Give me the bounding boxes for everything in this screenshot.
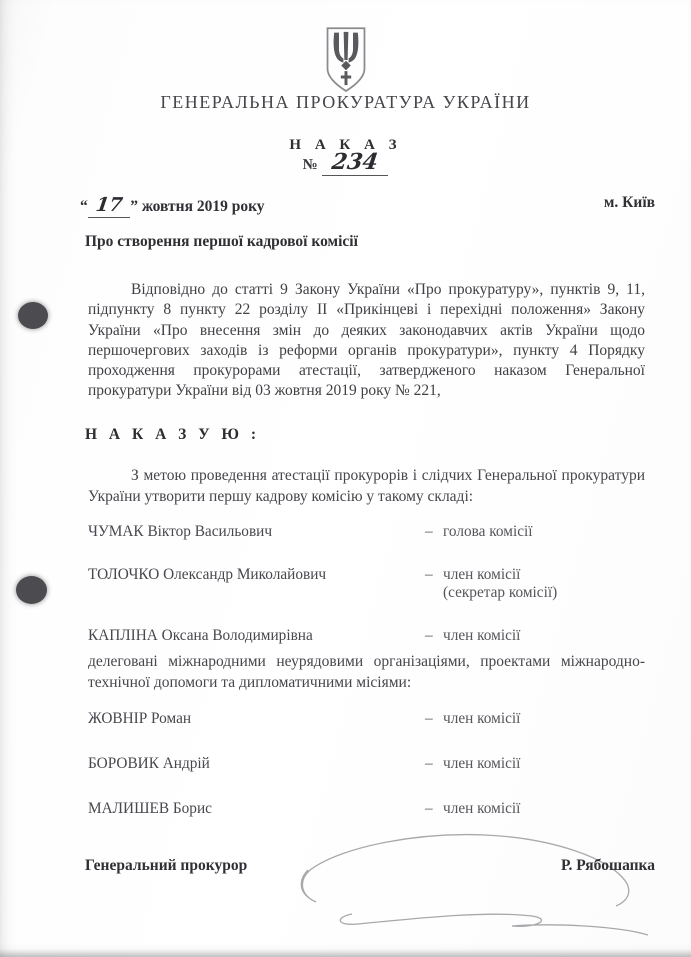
dash: –: [425, 523, 433, 540]
member-role: член комісії: [443, 755, 521, 772]
punch-hole-artifact: [16, 576, 47, 604]
member-name: КАПЛІНА Оксана Володимирівна: [88, 627, 313, 644]
date-day-handwritten: 17: [94, 194, 124, 216]
signer-title: Генеральний прокурор: [85, 857, 248, 874]
dash: –: [425, 800, 433, 817]
city-label: м. Київ: [603, 194, 655, 211]
scan-shadow: [0, 949, 691, 957]
order-number-line: [0, 149, 691, 176]
dash: –: [425, 710, 433, 727]
open-quote: “: [80, 198, 88, 215]
member-row: [88, 755, 648, 773]
dash: –: [425, 755, 433, 772]
dash: –: [425, 566, 433, 583]
member-row: [88, 627, 648, 645]
order-number-underline: [322, 149, 388, 176]
date-day-underline: [88, 194, 130, 218]
member-name: БОРОВИК Андрій: [88, 755, 210, 772]
preamble-paragraph: Відповідно до статті 9 Закону України «Про прокуратуру», пунктів 9, 11, підпункту 8 пункту 22 розділу II «Прикінцеві і перехідні положення» Закону України «Про внесення змін до деяких законодавчих актів України щодо першочергових заходів із реформи органів прокуратури», пункту 4 Порядку проходження прокурорами атестації, затвердженого наказом Генеральної прокуратури України від 03 жовтня 2019 року № 221,: [88, 281, 645, 400]
member-role: [443, 566, 557, 602]
member-role-line1: член комісії: [443, 566, 521, 583]
delegated-member-list: [88, 710, 648, 845]
signer-name: Р. Рябошапка: [560, 857, 655, 874]
dash: –: [425, 627, 433, 644]
member-row: [88, 710, 648, 728]
commission-member-list: [88, 523, 648, 670]
member-name: ЖОВНІР Роман: [88, 710, 192, 727]
order-number-handwritten: 234: [330, 149, 381, 175]
order-date: [80, 194, 265, 218]
purpose-paragraph: З метою проведення атестації прокурорів і слідчих Генеральної прокуратури України утворити першу кадрову комісію у такому складі:: [88, 467, 645, 505]
member-role-line2: (секретар комісії): [443, 584, 558, 601]
member-row: [88, 566, 648, 602]
member-role: член комісії: [443, 627, 521, 644]
order-title: Н А К А З: [289, 137, 402, 153]
member-role: член комісії: [443, 710, 521, 727]
member-name: МАЛИШЕВ Борис: [88, 800, 212, 817]
member-name: ЧУМАК Віктор Васильович: [88, 523, 273, 540]
member-role: голова комісії: [443, 523, 533, 540]
numero-sign: №: [302, 157, 319, 173]
org-name: ГЕНЕРАЛЬНА ПРОКУРАТУРА УКРАЇНИ: [160, 92, 531, 112]
member-row: [88, 800, 648, 818]
close-quote: ”: [130, 198, 138, 215]
member-role: член комісії: [443, 800, 521, 817]
punch-hole-artifact: [18, 302, 48, 329]
signature-row: [85, 857, 655, 875]
ukraine-trident-emblem-icon: [0, 26, 691, 99]
delegated-note-paragraph: делеговані міжнародними неурядовими організаціями, проектами міжнародно-технічної допомоги та дипломатичними місіями:: [88, 653, 645, 691]
date-text: жовтня 2019 року: [141, 198, 265, 215]
order-verb: Н А К А З У Ю :: [85, 426, 260, 443]
member-name: ТОЛОЧКО Олександр Миколайович: [88, 566, 327, 583]
date-row: [80, 194, 655, 218]
member-row: [88, 523, 648, 541]
order-subject: Про створення першої кадрової комісії: [85, 233, 358, 250]
